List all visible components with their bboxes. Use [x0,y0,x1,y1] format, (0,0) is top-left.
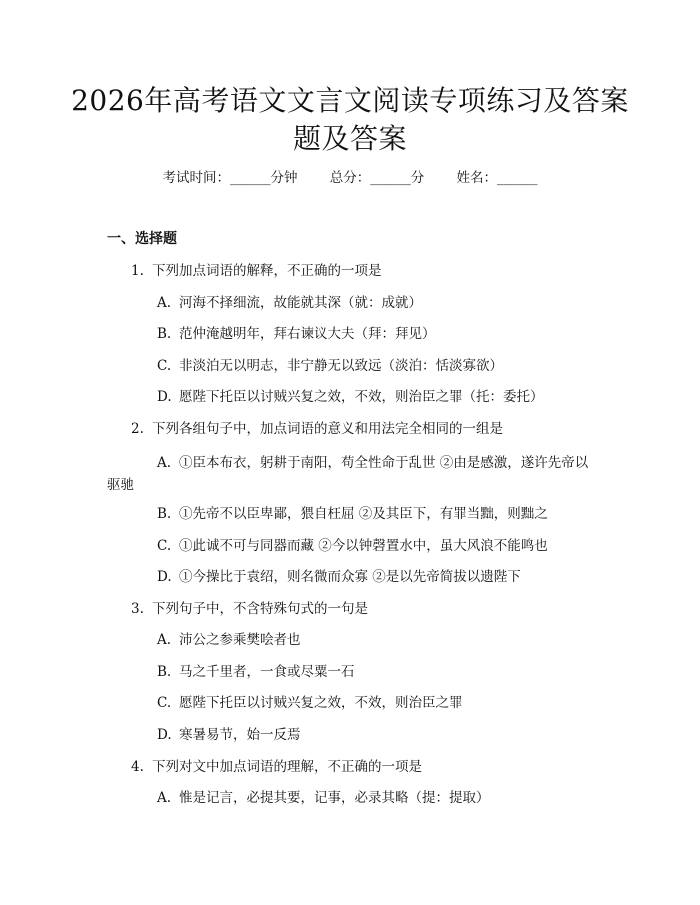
option-text: 非淡泊无以明志，非宁静无以致远（淡泊：恬淡寡欲） [179,358,503,374]
option-text: 沛公之参乘樊哙者也 [179,632,301,648]
option-letter: A. [157,295,172,311]
option-2d [157,566,521,588]
option-letter: B. [157,664,172,680]
question-text: 下列句子中，不含特殊句式的一句是 [152,601,368,617]
option-3d [157,724,301,746]
option-text: 马之千里者，一食或尽粟一石 [179,664,355,680]
option-text: 惟是记言，必提其要，记事，必录其略（提：提取） [179,790,490,806]
option-text: ①臣本布衣，躬耕于南阳，苟全性命于乱世 ②由是感激，遂许先帝以 [179,455,589,471]
option-letter: A. [157,632,172,648]
option-letter: A. [157,455,172,471]
option-2a-continuation: 驱驰 [107,477,134,493]
option-text: ①此诚不可与同器而藏 ②今以钟磬置水中，虽大风浪不能鸣也 [179,538,548,554]
option-text: 愿陛下托臣以讨贼兴复之效，不效，则治臣之罪（托：委托） [179,389,544,405]
option-3b [157,661,355,683]
document-title-line1: 2026年高考语文文言文阅读专项练习及答案 [71,84,629,117]
option-text: 河海不择细流，故能就其深（就：成就） [179,295,422,311]
exam-info [0,167,700,189]
option-letter: D. [157,389,172,405]
option-text: ①今操比于袁绍，则名微而众寡 ②是以先帝简拔以遗陛下 [179,569,521,585]
option-text: 愿陛下托臣以讨贼兴复之效，不效，则治臣之罪 [179,695,463,711]
option-3a [157,629,301,651]
option-letter: D. [157,569,172,585]
option-text: ①先帝不以臣卑鄙，猥自枉屈 ②及其臣下，有罪当黜，则黜之 [179,506,548,522]
option-2b [157,503,548,525]
question-text: 下列加点词语的解释，不正确的一项是 [152,263,382,279]
exam-time: 考试时间：______分钟 [162,170,298,186]
question-4 [131,756,422,778]
question-number: 2. [131,421,144,437]
option-letter: D. [157,727,172,743]
question-text: 下列对文中加点词语的理解，不正确的一项是 [152,759,422,775]
option-letter: B. [157,506,172,522]
option-1d [157,386,544,408]
option-1a [157,292,422,314]
question-1 [131,260,382,282]
option-4a [157,787,490,809]
option-letter: A. [157,790,172,806]
option-text: 范仲淹越明年，拜右谏议大夫（拜：拜见） [179,326,436,342]
option-letter: C. [157,695,172,711]
option-2c [157,535,548,557]
option-3c [157,692,463,714]
option-text: 寒暑易节，始一反焉 [179,727,301,743]
option-2a [157,452,588,474]
option-letter: B. [157,326,172,342]
exam-name: 姓名：______ [456,170,538,186]
question-2 [131,418,503,440]
section-title: 一、选择题 [107,231,177,247]
question-number: 1. [131,263,144,279]
option-letter: C. [157,358,172,374]
exam-score: 总分：______分 [329,170,425,186]
option-letter: C. [157,538,172,554]
document-title-line2: 题及答案 [292,122,407,155]
option-1b [157,323,436,345]
question-number: 4. [131,759,144,775]
question-text: 下列各组句子中，加点词语的意义和用法完全相同的一组是 [152,421,503,437]
question-number: 3. [131,601,144,617]
question-3 [131,598,368,620]
option-1c [157,355,503,377]
